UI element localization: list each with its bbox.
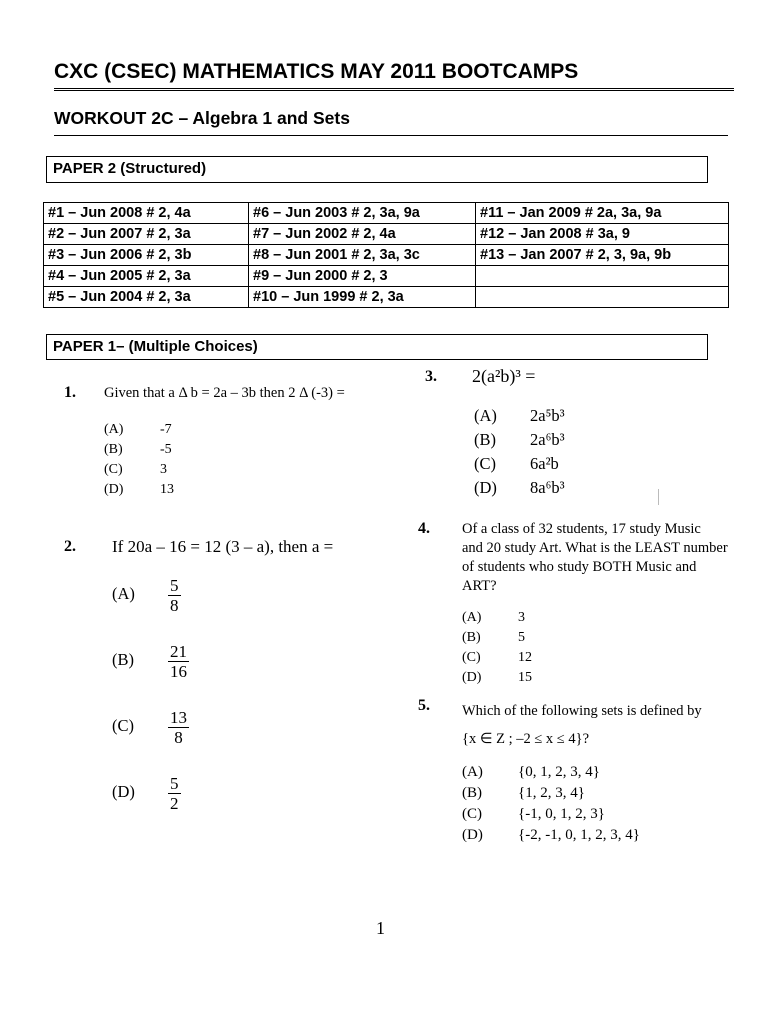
paper2-heading: PAPER 2 (Structured) bbox=[46, 156, 708, 183]
q2-option-label: (B) bbox=[112, 650, 134, 670]
table-cell: #4 – Jun 2005 # 2, 3a bbox=[44, 266, 249, 287]
q5-option-label: (D) bbox=[462, 827, 483, 843]
q4-options bbox=[462, 610, 532, 690]
q1-option-label: (B) bbox=[104, 442, 123, 457]
table-cell bbox=[476, 287, 729, 308]
fraction-denominator: 8 bbox=[174, 728, 183, 747]
table-cell: #5 – Jun 2004 # 2, 3a bbox=[44, 287, 249, 308]
paper2-reference-table bbox=[43, 202, 729, 308]
scan-artifact-mark bbox=[658, 489, 659, 505]
q4-option-label: (C) bbox=[462, 650, 481, 665]
table-cell: #7 – Jun 2002 # 2, 4a bbox=[249, 224, 476, 245]
table-cell: #11 – Jan 2009 # 2a, 3a, 9a bbox=[476, 203, 729, 224]
q5-option-label: (C) bbox=[462, 806, 482, 822]
page-number: 1 bbox=[376, 918, 385, 938]
q5-option-label: (B) bbox=[462, 785, 482, 801]
table-cell: #2 – Jun 2007 # 2, 3a bbox=[44, 224, 249, 245]
q4-text-line: Of a class of 32 students, 17 study Music bbox=[462, 521, 701, 537]
q4-option-value: 12 bbox=[518, 650, 532, 665]
q5-option-value: {1, 2, 3, 4} bbox=[518, 785, 585, 801]
q4-number: 4. bbox=[418, 520, 430, 537]
table-cell: #6 – Jun 2003 # 2, 3a, 9a bbox=[249, 203, 476, 224]
q3-option-label: (B) bbox=[474, 430, 496, 449]
q5-text bbox=[462, 697, 702, 753]
q1-option-value: -7 bbox=[160, 422, 172, 437]
paper1-heading: PAPER 1– (Multiple Choices) bbox=[46, 334, 708, 360]
table-cell: #13 – Jan 2007 # 2, 3, 9a, 9b bbox=[476, 245, 729, 266]
q1-option-label: (A) bbox=[104, 422, 124, 437]
q1-text: Given that a Δ b = 2a – 3b then 2 Δ (-3) = bbox=[104, 385, 345, 401]
table-row bbox=[44, 203, 729, 224]
q2-text: If 20a – 16 = 12 (3 – a), then a = bbox=[112, 537, 334, 556]
q4-option-value: 5 bbox=[518, 630, 525, 645]
table-cell: #9 – Jun 2000 # 2, 3 bbox=[249, 266, 476, 287]
table-row bbox=[44, 245, 729, 266]
q1-option-value: -5 bbox=[160, 442, 172, 457]
q1-option-value: 3 bbox=[160, 462, 167, 477]
table-cell: #12 – Jan 2008 # 3a, 9 bbox=[476, 224, 729, 245]
q3-option-value: 2a⁵b³ bbox=[530, 406, 565, 425]
q4-text-line: ART? bbox=[462, 578, 497, 594]
q5-text-line: {x ∈ Z ; –2 ≤ x ≤ 4}? bbox=[462, 731, 590, 747]
q3-number: 3. bbox=[425, 368, 437, 385]
fraction-denominator: 2 bbox=[170, 794, 179, 813]
q1-number: 1. bbox=[64, 384, 76, 401]
q1-option-label: (C) bbox=[104, 462, 123, 477]
q3-options bbox=[474, 406, 565, 502]
fraction-denominator: 16 bbox=[170, 662, 187, 681]
q5-options bbox=[462, 764, 640, 848]
q2-options bbox=[112, 576, 189, 840]
q3-option-value: 8a⁶b³ bbox=[530, 478, 565, 497]
q3-option-label: (D) bbox=[474, 478, 497, 497]
q3-option-value: 6a²b bbox=[530, 454, 559, 473]
fraction-numerator: 5 bbox=[170, 576, 179, 595]
table-cell: #10 – Jun 1999 # 2, 3a bbox=[249, 287, 476, 308]
document-title: CXC (CSEC) MATHEMATICS MAY 2011 BOOTCAMPS bbox=[54, 60, 734, 91]
table-cell: #8 – Jun 2001 # 2, 3a, 3c bbox=[249, 245, 476, 266]
table-cell: #3 – Jun 2006 # 2, 3b bbox=[44, 245, 249, 266]
q5-number: 5. bbox=[418, 697, 430, 714]
q2-number: 2. bbox=[64, 538, 76, 555]
fraction-numerator: 13 bbox=[170, 708, 187, 727]
q2-option-label: (D) bbox=[112, 782, 135, 802]
q4-text-line: of students who study BOTH Music and bbox=[462, 559, 697, 575]
q1-option-label: (D) bbox=[104, 482, 124, 497]
table-row bbox=[44, 266, 729, 287]
fraction-numerator: 21 bbox=[170, 642, 187, 661]
q3-option-value: 2a⁶b³ bbox=[530, 430, 565, 449]
table-row bbox=[44, 224, 729, 245]
fraction-numerator: 5 bbox=[170, 774, 179, 793]
table-row bbox=[44, 287, 729, 308]
q4-option-label: (D) bbox=[462, 670, 482, 685]
q1-option-value: 13 bbox=[160, 482, 174, 497]
table-cell bbox=[476, 266, 729, 287]
q5-option-label: (A) bbox=[462, 764, 483, 780]
q3-text: 2(a²b)³ = bbox=[472, 366, 536, 386]
table-cell: #1 – Jun 2008 # 2, 4a bbox=[44, 203, 249, 224]
q5-text-line: Which of the following sets is defined by bbox=[462, 703, 702, 719]
q4-option-value: 15 bbox=[518, 670, 532, 685]
fraction-denominator: 8 bbox=[170, 596, 179, 615]
q4-text-line: and 20 study Art. What is the LEAST number bbox=[462, 540, 728, 556]
q3-option-label: (C) bbox=[474, 454, 496, 473]
q1-options bbox=[104, 422, 174, 502]
q3-option-label: (A) bbox=[474, 406, 497, 425]
q4-option-value: 3 bbox=[518, 610, 525, 625]
q5-option-value: {-2, -1, 0, 1, 2, 3, 4} bbox=[518, 827, 640, 843]
q4-text bbox=[462, 520, 728, 596]
q5-option-value: {-1, 0, 1, 2, 3} bbox=[518, 806, 605, 822]
q2-option-label: (C) bbox=[112, 716, 134, 736]
workout-subtitle: WORKOUT 2C – Algebra 1 and Sets bbox=[54, 108, 728, 136]
q5-option-value: {0, 1, 2, 3, 4} bbox=[518, 764, 600, 780]
q2-option-label: (A) bbox=[112, 584, 135, 604]
q4-option-label: (B) bbox=[462, 630, 481, 645]
q4-option-label: (A) bbox=[462, 610, 482, 625]
